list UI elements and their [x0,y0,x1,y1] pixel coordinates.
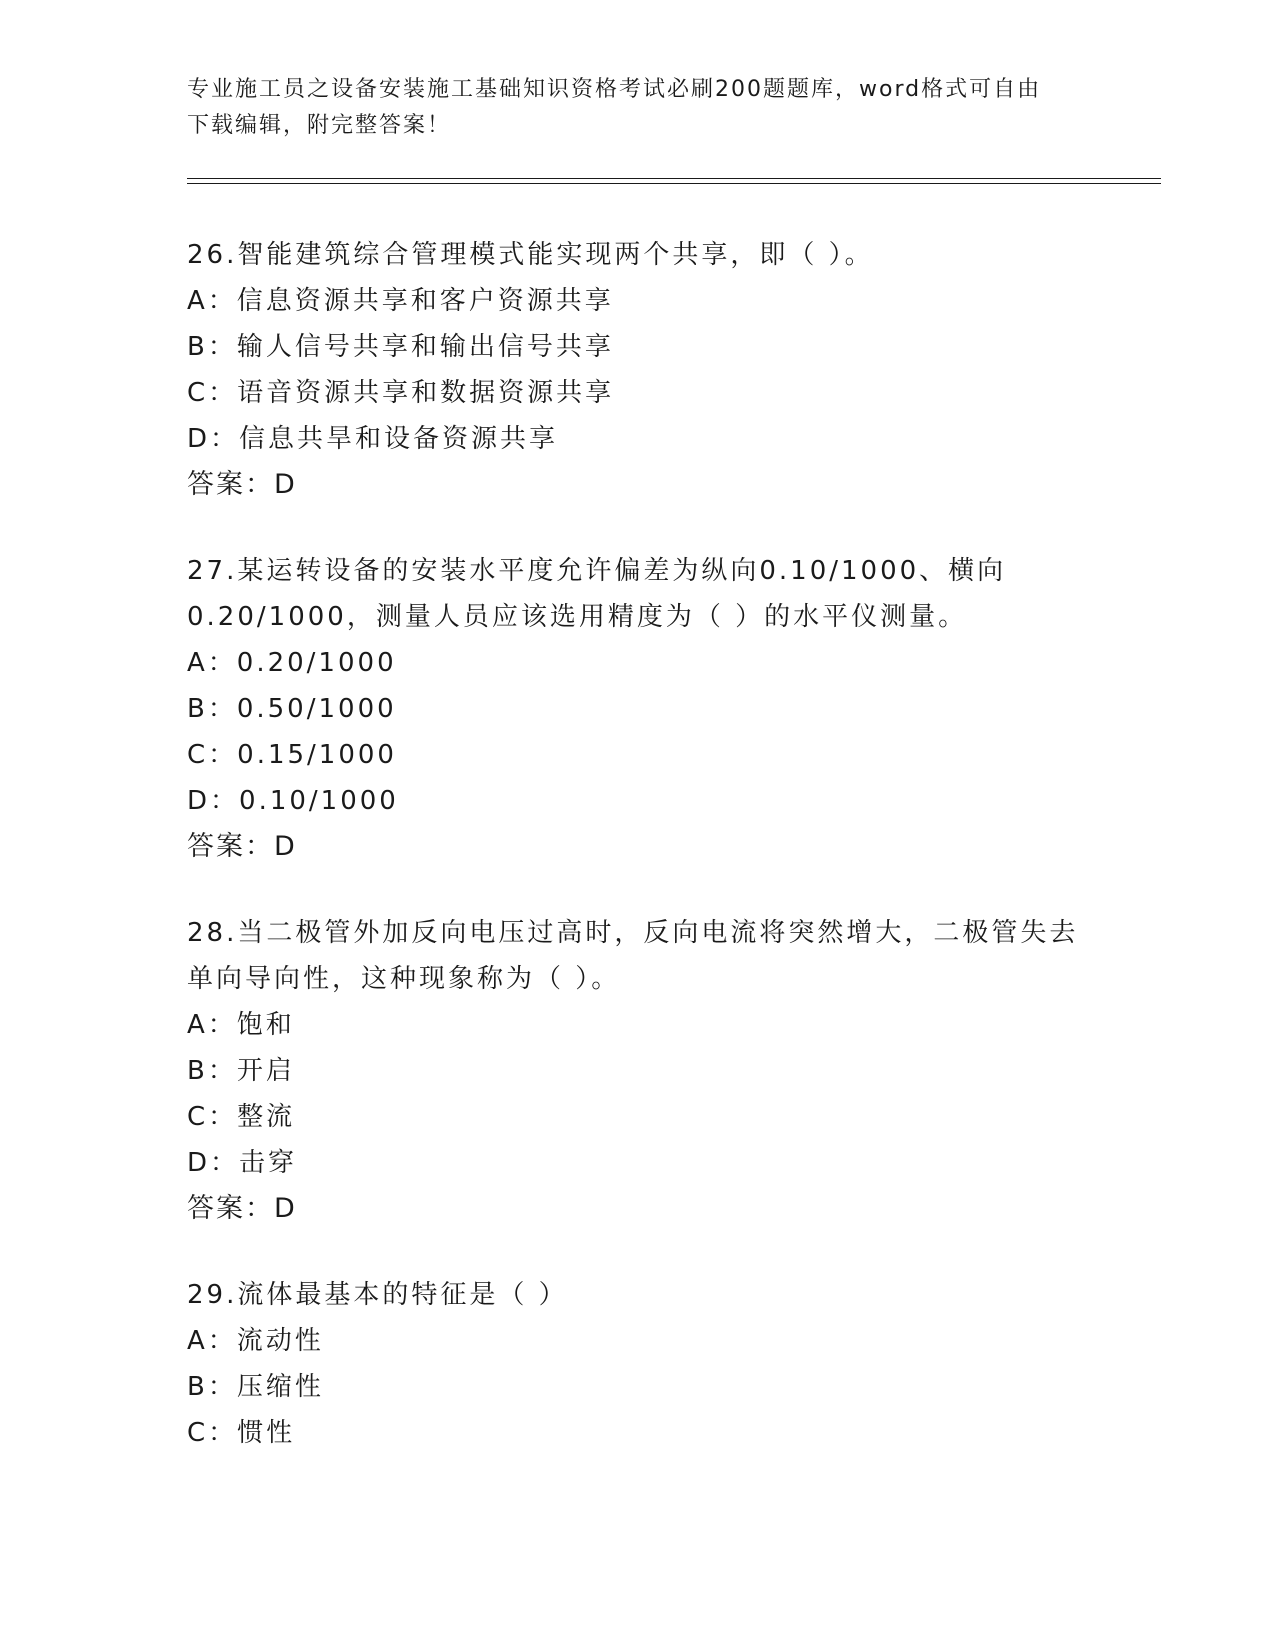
question-stem: 27.某运转设备的安装水平度允许偏差为纵向0.10/1000、横向 [187,556,1007,586]
option-c: C：语音资源共享和数据资源共享 [187,378,615,408]
option-b: B：输人信号共享和输出信号共享 [187,332,614,362]
option-c: C：惯性 [187,1418,296,1448]
question-list [187,232,1147,1496]
header-divider [187,183,1161,184]
header-line-2: 下载编辑，附完整答案！ [187,113,452,138]
answer-label: 答案：D [187,831,297,862]
answer-label: 答案：D [187,1193,297,1224]
question-item [187,232,1147,508]
option-a: A：0.20/1000 [187,648,397,678]
header-divider [187,178,1161,179]
question-stem-continued: 单向导向性，这种现象称为（ ）。 [187,964,621,994]
option-a: A：信息资源共享和客户资源共享 [187,286,614,316]
option-d: D：0.10/1000 [187,786,399,816]
document-header [187,72,1087,144]
question-item [187,910,1147,1232]
question-stem: 26.智能建筑综合管理模式能实现两个共享，即（ ）。 [187,240,874,270]
question-stem: 28.当二极管外加反向电压过高时，反向电流将突然增大，二极管失去 [187,918,1079,948]
option-a: A：饱和 [187,1010,295,1040]
header-line-1: 专业施工员之设备安装施工基础知识资格考试必刷200题题库，word格式可自由 [187,77,1042,102]
question-item [187,548,1147,870]
question-stem: 29.流体最基本的特征是（ ） [187,1280,568,1310]
question-item [187,1272,1147,1456]
option-d: D：信息共旱和设备资源共享 [187,424,559,454]
option-b: B：0.50/1000 [187,694,397,724]
option-b: B：开启 [187,1056,295,1086]
option-c: C：整流 [187,1102,296,1132]
option-a: A：流动性 [187,1326,324,1356]
answer-label: 答案：D [187,469,297,500]
option-c: C：0.15/1000 [187,740,397,770]
question-stem-continued: 0.20/1000，测量人员应该选用精度为（ ）的水平仪测量。 [187,602,968,632]
option-d: D：击穿 [187,1148,298,1178]
option-b: B：压缩性 [187,1372,324,1402]
